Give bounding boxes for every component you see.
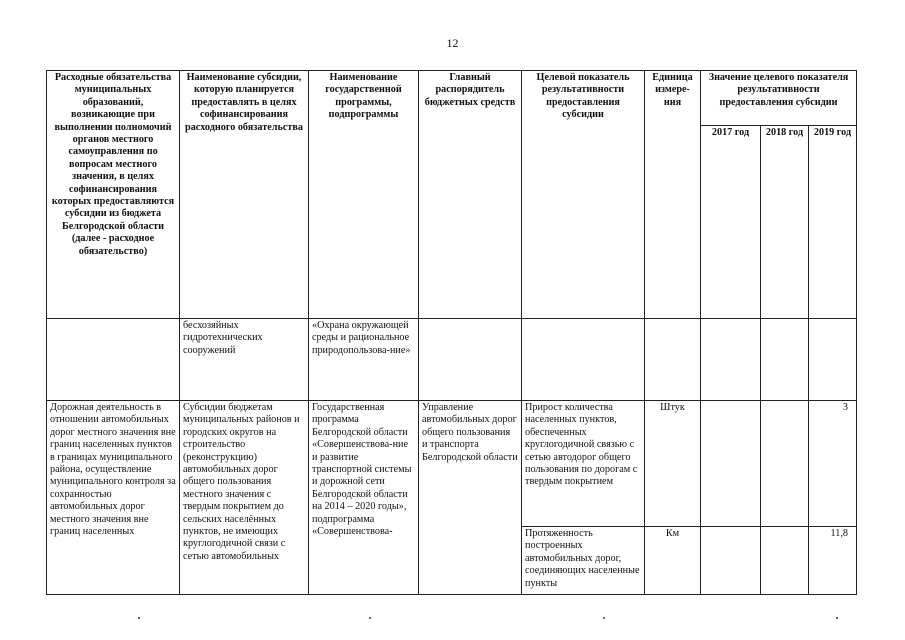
cell-subsidy: бесхозяйных гидротехнических сооружений	[180, 319, 309, 401]
cell-obligation	[47, 319, 180, 401]
header-year-2018: 2018 год	[761, 126, 809, 319]
header-year-2019: 2019 год	[809, 126, 857, 319]
scan-mark	[369, 617, 371, 619]
cell-subsidy: Субсидии бюджетам муниципальных районов и городских округов на строительство (реконструкцию) автомобильных дорог общего пользования местного значения с твердым покрытием до сельских населённых пунктов, не имеющих круглогодичной связи с сетью автомобильных	[180, 401, 309, 595]
header-indicator: Целевой показатель результативности предоставления субсидии	[522, 71, 645, 319]
cell-administrator: Управление автомобильных дорог общего пользования и транспорта Белгородской области	[419, 401, 522, 595]
page-number: 12	[446, 36, 459, 50]
header-subsidy-name: Наименование субсидии, которую планируется предоставлять в целях софинансирования расходного обязательства	[180, 71, 309, 319]
cell-indicator: Прирост количества населенных пунктов, обеспеченных круглогодичной связью с сетью автодорог общего пользования по дорогам с твердым покрытием	[522, 401, 645, 527]
cell-unit: Км	[645, 527, 701, 595]
cell-obligation: Дорожная деятельность в отношении автомобильных дорог местного значения вне границ населенных пунктов в границах муниципального района, осуществление муниципального контроля за сохранностью автомобильных дорог местного значения вне границ населенных	[47, 401, 180, 595]
header-year-2017: 2017 год	[701, 126, 761, 319]
header-program: Наименование государственной программы, подпрограммы	[309, 71, 419, 319]
table-row	[47, 319, 857, 401]
header-unit: Единица измере-ния	[645, 71, 701, 319]
cell-administrator	[419, 319, 522, 401]
cell-2019: 11,8	[809, 527, 857, 595]
cell-program: Государственная программа Белгородской области «Совершенствова-ние и развитие транспортной системы и дорожной сети Белгородской области на 2014 – 2020 годы», подпрограмма «Совершенствова-	[309, 401, 419, 595]
cell-2017	[701, 401, 761, 527]
header-administrator: Главный распорядитель бюджетных средств	[419, 71, 522, 319]
cell-indicator: Протяженность построенных автомобильных дорог, соединяющих населенные пункты	[522, 527, 645, 595]
table-row	[47, 401, 857, 527]
cell-program: «Охрана окружающей среды и рациональное природопользова-ние»	[309, 319, 419, 401]
cell-2017	[701, 319, 761, 401]
scan-mark	[138, 617, 140, 619]
header-row	[47, 71, 857, 126]
subsidy-table	[46, 70, 857, 595]
scan-mark	[603, 617, 605, 619]
cell-2017	[701, 527, 761, 595]
header-target-value: Значение целевого показателя результативности предоставления субсидии	[701, 71, 857, 126]
cell-indicator	[522, 319, 645, 401]
cell-unit	[645, 319, 701, 401]
scan-mark	[836, 617, 838, 619]
cell-2018	[761, 319, 809, 401]
cell-2019: 3	[809, 401, 857, 527]
cell-2018	[761, 401, 809, 527]
cell-unit: Штук	[645, 401, 701, 527]
cell-2018	[761, 527, 809, 595]
header-obligation: Расходные обязательства муниципальных образований, возникающие при выполнении полномочий органов местного самоуправления по вопросам местного значения, в целях софинансирования которых предоставляются субсидии из бюджета Белгородской области (далее - расходное обязательство)	[47, 71, 180, 319]
cell-2019	[809, 319, 857, 401]
